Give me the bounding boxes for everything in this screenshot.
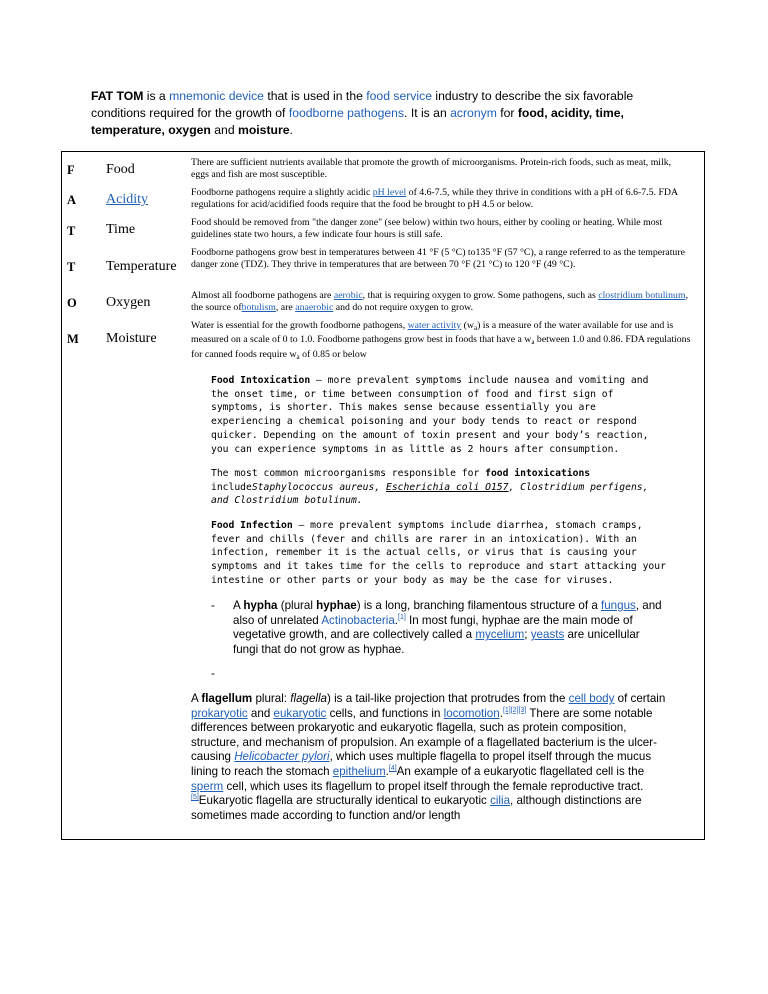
citation-link[interactable]: [1] (398, 613, 406, 621)
row-word: Food (106, 162, 135, 177)
desc-text: Almost all foodborne pathogens are (191, 290, 334, 301)
row-word: Moisture (106, 331, 157, 346)
hypha-bold: hypha (243, 599, 278, 612)
flag-text: and (247, 706, 274, 720)
row-letter: F (67, 163, 75, 177)
desc-text: of 4.6-7.5, while they thrive in conditions with a pH of 6.6-7.5. FDA regulations for acid/acidified foods require that the food be brought to pH 4.5 or below. (191, 187, 678, 211)
row-letter: T (67, 224, 76, 238)
desc-text: of 0.85 or below (299, 348, 367, 360)
list-dash: - (211, 599, 215, 612)
fat-tom-term: FAT TOM (91, 89, 144, 103)
intro-text: industry to describe the six favorable conditions required for the growth of (91, 89, 634, 120)
intro-text: for (496, 106, 518, 120)
flag-text: There are some notable differences between prokaryotic and eukaryotic flagella, such as protein composition, structure, and mechanism of propulsion. An example of a flagellated bacterium is the ulcer-causing (191, 706, 657, 764)
flag-text: ) is a tail-like projection that protrudes from the (327, 692, 569, 705)
flag-text: of certain (614, 692, 666, 705)
desc-text: There are sufficient nutrients available that promote the growth of microorganisms. Protein-rich foods, such as meat, milk, eggs and fish are most susceptible. (191, 157, 672, 181)
row-description (191, 290, 691, 315)
locomotion-link[interactable]: locomotion (443, 706, 500, 720)
desc-text: (w (461, 320, 474, 331)
hypha-text: In most fungi, hyphae are the main mode of vegetative growth, and are collectively called a (233, 613, 633, 642)
content-box (61, 151, 705, 840)
eukaryotic-link[interactable]: eukaryotic (273, 706, 327, 720)
desc-text: between 1.0 and 0.86. FDA regulations for canned foods require w (191, 334, 691, 360)
intro-bold-terms: food, acidity, time, temperature, oxygen (91, 106, 624, 137)
flagellum-paragraph (191, 692, 671, 823)
flagella-italic: flagella (290, 692, 328, 705)
citation-link[interactable]: [4] (388, 765, 397, 773)
hypha-text: ) is a long, branching filamentous structure of a (356, 599, 601, 612)
row-letter: M (67, 332, 79, 346)
food-service-link[interactable]: food service (366, 89, 432, 103)
foodborne-pathogens-link[interactable]: foodborne pathogens (288, 106, 405, 120)
intro-bold-moisture: moisture (238, 123, 290, 137)
hypha-text: , and also of unrelated (233, 599, 662, 627)
row-letter: A (67, 193, 77, 207)
sperm-link[interactable]: sperm (191, 779, 224, 793)
hyphae-bold: hyphae (316, 599, 357, 612)
citation-link[interactable]: [1][2][3] (502, 706, 527, 714)
desc-text: , are (275, 302, 296, 314)
subscript: a (296, 352, 300, 361)
hypha-text: (plural (277, 599, 317, 612)
subscript: a (473, 324, 478, 332)
row-word: Temperature (106, 259, 177, 274)
common-text: , (374, 481, 386, 493)
period: . (394, 613, 399, 627)
flag-text: cells, and functions in (326, 706, 444, 720)
row-description (191, 320, 691, 363)
flag-text: , which uses multiple flagella to propel itself through the mucus lining to reach the stomach (191, 750, 652, 778)
row-description (191, 157, 691, 182)
row-letter: O (67, 296, 77, 310)
flag-text: A (191, 692, 202, 705)
water-activity-link[interactable]: water activity (407, 320, 462, 331)
desc-text: Water is essential for the growth foodborne pathogens, (191, 320, 408, 331)
intro-text: . It is an (404, 106, 451, 120)
mycelium-link[interactable]: mycelium (475, 628, 525, 642)
acronym-link[interactable]: acronym (450, 106, 497, 120)
hypha-paragraph (233, 599, 663, 657)
flag-text: . (385, 764, 389, 778)
citation-link[interactable]: [5] (191, 794, 199, 802)
common-text: , Clostridium perfigens, and Clostridium botulinum. (211, 481, 649, 507)
intro-paragraph (91, 88, 671, 139)
common-microorganisms-paragraph (211, 467, 671, 508)
flag-text: , although distinctions are sometimes made according to function and/or length (191, 794, 642, 822)
desc-text: , that is requiring oxygen to grow. Some pathogens, such as (362, 290, 599, 301)
row-description (191, 187, 691, 212)
cilia-link[interactable]: cilia (490, 794, 511, 808)
desc-text: Food should be removed from "the danger zone" (see below) within two hours, either by cooling or heating. While most guidelines state two hours, a few indicate four hours is still safe. (191, 217, 663, 241)
ph-level-link[interactable]: pH level (372, 187, 407, 198)
desc-text: Foodborne pathogens grow best in temperatures between 41 °F (5 °C) to135 °F (57 °C), a range referred to as the temperature danger zone (TDZ). They thrive in temperatures that are between 70 °F (21 °C) to 120 °F (49 °C). (191, 247, 685, 271)
subscript: a (531, 338, 535, 347)
prokaryotic-link[interactable]: prokaryotic (191, 706, 248, 720)
flag-text: An example of a eukaryotic flagellated cell is the (396, 764, 645, 778)
intro-text: that is used in the (263, 89, 367, 103)
hypha-text: ; (524, 628, 531, 642)
infection-text: – more prevalent symptoms include diarrhea, stomach cramps, fever and chills (fever and chills are rarer in an intoxication). With an infection, remember it is the actual cells, or virus that is causing your symptoms and it takes time for the cells to reproduce and start attacking your intestine or other parts or your body as may be the case for viruses. (211, 520, 666, 586)
infection-heading: Food Infection (211, 520, 293, 531)
desc-text: , the source of (191, 290, 689, 314)
common-text: The most common microorganisms responsible for (211, 468, 486, 479)
cell-body-link[interactable]: cell body (568, 692, 615, 705)
anaerobic-link[interactable]: anaerobic (295, 302, 334, 314)
staphylococcus-text: Staphylococcus aureus (251, 481, 375, 493)
acidity-link[interactable]: Acidity (106, 192, 148, 207)
row-letter: T (67, 260, 76, 274)
flag-text: cell, which uses its flagellum to propel itself through the female reproductive tract. (223, 779, 644, 793)
desc-text: ) is a measure of the water available for use and is measured on a scale of 0 to 1.0. Foodborne pathogens grow best in foods that have a w (191, 320, 674, 346)
row-description (191, 247, 691, 272)
food-infection-paragraph (211, 519, 671, 588)
fungus-link[interactable]: fungus (601, 599, 636, 612)
desc-text: and do not require oxygen to grow. (333, 302, 474, 314)
flag-text: . (499, 706, 503, 720)
row-word: Time (106, 222, 136, 237)
yeasts-link[interactable]: yeasts (530, 628, 565, 642)
intoxication-heading: Food Intoxication (211, 375, 311, 386)
clostridium-botulinum-link[interactable]: clostridium botulinum (598, 290, 686, 301)
escherichia-coli-link[interactable]: Escherichia coli O157 (385, 481, 509, 493)
actinobacteria-link[interactable]: Actinobacteria (321, 613, 395, 627)
row-description (191, 217, 691, 242)
hypha-text: are unicellular fungi that do not grow as hyphae. (233, 628, 640, 656)
common-text: include (211, 481, 252, 493)
botulism-link[interactable]: botulism (241, 302, 276, 314)
row-word: Oxygen (106, 295, 151, 310)
mnemonic-device-link[interactable]: mnemonic device (169, 89, 264, 103)
intro-text: and (210, 123, 238, 137)
desc-text: Foodborne pathogens require a slightly acidic (191, 187, 373, 198)
epithelium-link[interactable]: epithelium (332, 764, 386, 778)
aerobic-link[interactable]: aerobic (333, 290, 363, 301)
flag-text: Eukaryotic flagella are structurally identical to eukaryotic (198, 794, 491, 808)
flagellum-bold: flagellum (201, 692, 253, 705)
intro-text: . (289, 123, 293, 137)
hypha-text: A (233, 599, 244, 612)
flag-text: plural: (252, 692, 291, 705)
list-dash: - (211, 667, 215, 680)
intro-text: is a (143, 89, 170, 103)
common-bold: food intoxications (485, 468, 591, 479)
helicobacter-pylori-link[interactable]: Helicobacter pylori (234, 750, 330, 764)
food-intoxication-paragraph (211, 374, 671, 456)
intoxication-text: – more prevalent symptoms include nausea and vomiting and the onset time, or time between consumption of food and first sign of symptoms, is shorter. This makes sense because essentially you are experiencing a chemical poisoning and your body tends to react or respond quicker. Depending on the amount of toxin present and your body’s reaction, you can experience symptoms in as little as 2 hours after consumption. (211, 375, 649, 455)
